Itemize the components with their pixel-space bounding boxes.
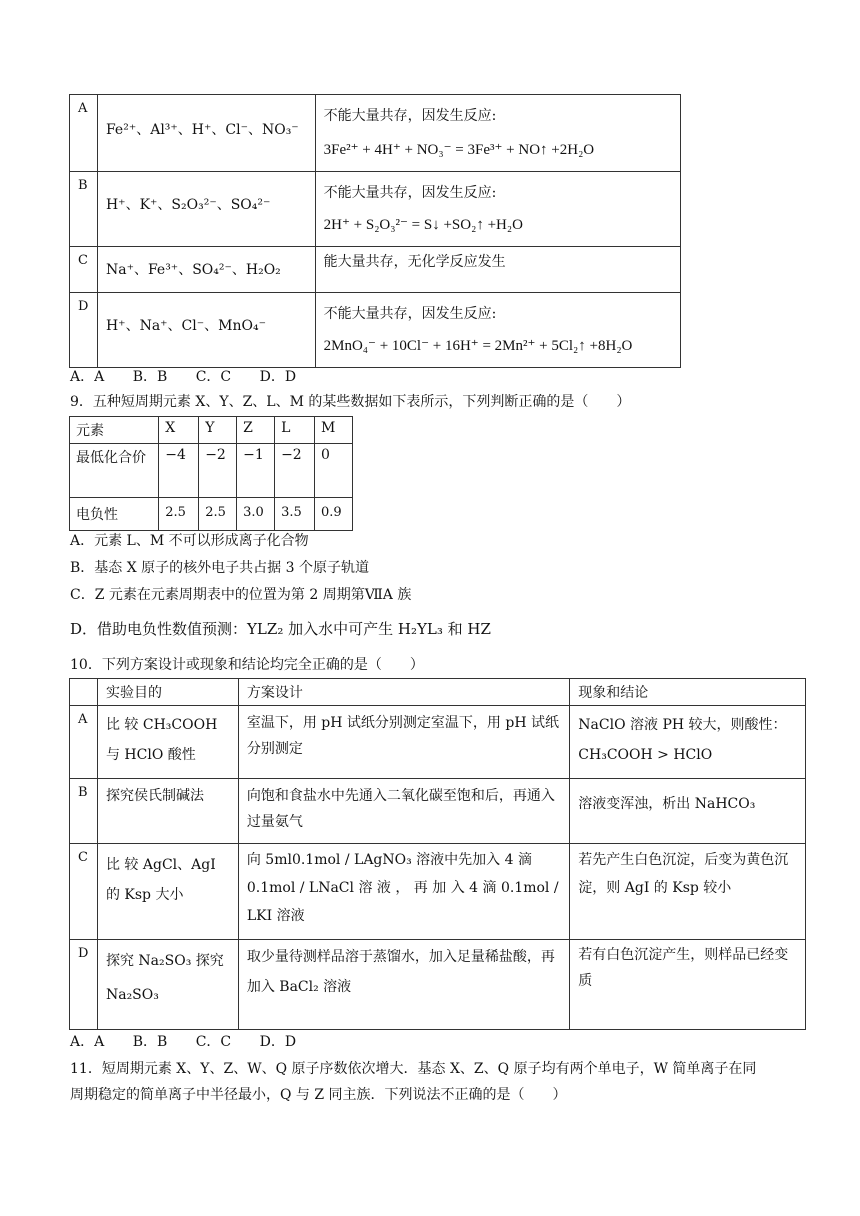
value-cell: −1 [237, 444, 275, 498]
ions-cell: H⁺、Na⁺、Cl⁻、MnO₄⁻ [97, 293, 315, 368]
q9-stem: 9．五种短周期元素 X、Y、Z、L、M 的某些数据如下表所示，下列判断正确的是（ ） [70, 394, 631, 410]
table-row [70, 293, 681, 368]
row-label: C [70, 844, 98, 940]
result-cell: 若先产生白色沉淀，后变为黄色沉淀，则 AgI 的 Ksp 较小 [570, 844, 806, 940]
ions-cell: Na⁺、Fe³⁺、SO₄²⁻、H₂O₂ [97, 247, 315, 293]
row-label: D [70, 940, 98, 1030]
value-cell: 2.5 [159, 498, 199, 531]
row-label: B [70, 172, 98, 247]
verdict-text: 不能大量共存，因发生反应: [323, 185, 497, 201]
value-cell: 3.0 [237, 498, 275, 531]
reaction-cell [315, 172, 680, 247]
q11-line2: 周期稳定的简单离子中半径最小，Q 与 Z 同主族．下列说法不正确的是（ ） [70, 1087, 567, 1103]
row-label: D [70, 293, 98, 368]
table-row [70, 940, 806, 1030]
q9-option-b: B．基态 X 原子的核外电子共占据 3 个原子轨道 [70, 560, 369, 576]
header-cell: 元素 [70, 417, 159, 444]
header-cell: Z [237, 417, 275, 444]
header-cell: 实验目的 [97, 679, 238, 706]
table-row [70, 247, 681, 293]
design-cell: 室温下，用 pH 试纸分别测定室温下，用 pH 试纸分别测定 [238, 706, 569, 779]
option-d: D．D [259, 369, 297, 385]
header-cell: L [275, 417, 315, 444]
design-cell: 取少量待测样品溶于蒸馏水，加入足量稀盐酸，再加入 BaCl₂ 溶液 [238, 940, 569, 1030]
value-cell: 0.9 [315, 498, 353, 531]
q10-table [69, 678, 806, 1030]
ions-cell: H⁺、K⁺、S₂O₃²⁻、SO₄²⁻ [97, 172, 315, 247]
header-cell: 方案设计 [238, 679, 569, 706]
option-b: B．B [132, 369, 168, 385]
q8-options [70, 366, 320, 386]
option-d: D．D [259, 1034, 297, 1050]
result-cell: 溶液变浑浊，析出 NaHCO₃ [570, 779, 806, 844]
row-label: A [70, 706, 98, 779]
table-row [70, 417, 353, 444]
q10-options [70, 1031, 320, 1051]
option-c: C．C [195, 1034, 232, 1050]
value-cell: −2 [275, 444, 315, 498]
reaction-cell [315, 293, 680, 368]
row-header: 最低化合价 [70, 444, 159, 498]
header-cell: Y [199, 417, 237, 444]
q8-table [69, 94, 681, 368]
purpose-cell: 探究 Na₂SO₃ 探究 Na₂SO₃ [97, 940, 238, 1030]
option-a: A．A [70, 369, 105, 385]
q9-option-a: A．元素 L、M 不可以形成离子化合物 [70, 533, 309, 549]
row-label: A [70, 95, 98, 172]
result-cell: 若有白色沉淀产生，则样品已经变质 [570, 940, 806, 1030]
verdict-text: 不能大量共存，因发生反应: [323, 108, 497, 124]
reaction-cell [315, 95, 680, 172]
q9-table [69, 416, 353, 531]
q10-stem: 10．下列方案设计或现象和结论均完全正确的是（ ） [70, 657, 424, 673]
equation-text: 3Fe²⁺ + 4H⁺ + NO₃⁻ = 3Fe³⁺ + NO↑ +2H₂O [323, 142, 595, 158]
row-label: C [70, 247, 98, 293]
value-cell: −4 [159, 444, 199, 498]
equation-text: 2MnO₄⁻ + 10Cl⁻ + 16H⁺ = 2Mn²⁺ + 5Cl₂↑ +8H₂O [323, 338, 633, 354]
value-cell: 2.5 [199, 498, 237, 531]
table-row [70, 444, 353, 498]
option-a: A．A [70, 1034, 105, 1050]
purpose-cell: 探究侯氏制碱法 [97, 779, 238, 844]
table-row [70, 172, 681, 247]
option-b: B．B [132, 1034, 168, 1050]
design-cell: 向饱和食盐水中先通入二氧化碳至饱和后，再通入过量氨气 [238, 779, 569, 844]
q9-option-c: C．Z 元素在元素周期表中的位置为第 2 周期第ⅦA 族 [70, 587, 412, 603]
row-header: 电负性 [70, 498, 159, 531]
design-cell: 向 5ml0.1mol / LAgNO₃ 溶液中先加入 4 滴 0.1mol / LNaCl 溶 液 ， 再 加 入 4 滴 0.1mol / LKI 溶液 [238, 844, 569, 940]
header-cell: X [159, 417, 199, 444]
purpose-cell: 比 较 CH₃COOH 与 HClO 酸性 [97, 706, 238, 779]
table-row [70, 706, 806, 779]
equation-text: 2H⁺ + S₂O₃²⁻ = S↓ +SO₂↑ +H₂O [323, 217, 523, 233]
header-cell: M [315, 417, 353, 444]
table-row [70, 844, 806, 940]
table-row [70, 498, 353, 531]
value-cell: −2 [199, 444, 237, 498]
q9-option-d: D．借助电负性数值预测：YLZ₂ 加入水中可产生 H₂YL₃ 和 HZ [70, 620, 491, 638]
purpose-cell: 比 较 AgCl、AgI 的 Ksp 大小 [97, 844, 238, 940]
header-cell: 现象和结论 [570, 679, 806, 706]
q11-line1: 11．短周期元素 X、Y、Z、W、Q 原子序数依次增大．基态 X、Z、Q 原子均有两个单电子，W 简单离子在同 [70, 1061, 757, 1077]
value-cell: 0 [315, 444, 353, 498]
verdict-text: 能大量共存，无化学反应发生 [315, 247, 680, 293]
table-row [70, 779, 806, 844]
value-cell: 3.5 [275, 498, 315, 531]
option-c: C．C [195, 369, 232, 385]
verdict-text: 不能大量共存，因发生反应: [323, 306, 497, 322]
table-row [70, 679, 806, 706]
result-cell: NaClO 溶液 PH 较大，则酸性：CH₃COOH > HClO [570, 706, 806, 779]
table-row [70, 95, 681, 172]
header-cell [70, 679, 98, 706]
row-label: B [70, 779, 98, 844]
ions-cell: Fe²⁺、Al³⁺、H⁺、Cl⁻、NO₃⁻ [97, 95, 315, 172]
